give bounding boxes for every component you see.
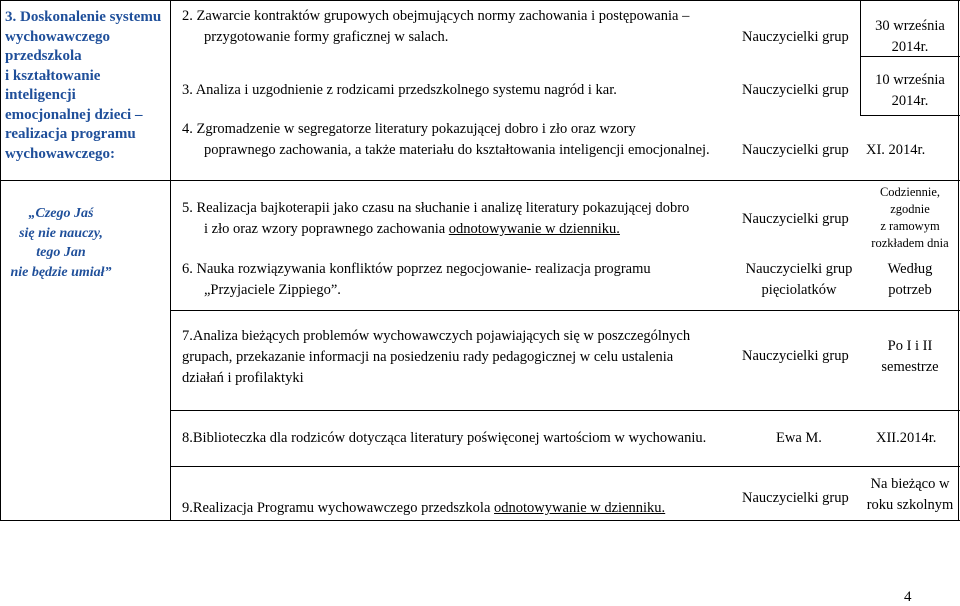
section-title-line: realizacja programu bbox=[5, 126, 136, 142]
task-6-deadline bbox=[862, 259, 958, 301]
task-6-deadline-line2: potrzeb bbox=[888, 282, 932, 298]
task-5-line2 bbox=[182, 219, 742, 240]
task-2-deadline bbox=[862, 16, 958, 58]
task-9 bbox=[182, 498, 665, 519]
grid-rowline-2 bbox=[860, 115, 960, 116]
task-7-deadline bbox=[862, 336, 958, 378]
motto-quote bbox=[2, 204, 120, 282]
task-7-line1: 7.Analiza bieżących problemów wychowawczych pojawiających się w poszczególnych bbox=[182, 328, 691, 344]
task-2-line1: 2. Zawarcie kontraktów grupowych obejmujących normy zachowania i postępowania – bbox=[182, 8, 690, 24]
task-7-line2: grupach, przekazanie informacji na posiedzeniu rady pedagogicznej w celu ustalenia bbox=[182, 349, 674, 365]
grid-col1-right bbox=[170, 0, 171, 520]
task-9-text: 9.Realizacja Programu wychowawczego przedszkola bbox=[182, 500, 495, 516]
task-4 bbox=[182, 119, 752, 161]
task-7-deadline-line1: Po I i II bbox=[887, 338, 933, 354]
task-5-deadline bbox=[862, 184, 958, 252]
task-7-line3: działań i profilaktyki bbox=[182, 370, 304, 386]
task-5-deadline-line3: z ramowym bbox=[880, 219, 940, 233]
section-title-line: i kształtowanie bbox=[5, 67, 101, 84]
task-7 bbox=[182, 326, 742, 389]
task-2-deadline-line2: 2014r. bbox=[891, 39, 929, 55]
task-8: 8.Biblioteczka dla rodziców dotycząca literatury poświęconej wartościom w wychowaniu. bbox=[182, 430, 707, 446]
task-6-responsible-line2: pięciolatków bbox=[761, 282, 837, 298]
task-9-underlined: odnotowywanie w dzienniku. bbox=[494, 500, 666, 516]
section-title-line: wychowawczego: bbox=[5, 145, 115, 162]
grid-rowline-5 bbox=[170, 410, 960, 411]
task-3-deadline-line2: 2014r. bbox=[891, 93, 929, 109]
task-5-line1: 5. Realizacja bajkoterapii jako czasu na słuchanie i analizę literatury pokazującej dobro bbox=[182, 200, 690, 216]
task-3: 3. Analiza i uzgodnienie z rodzicami przedszkolnego systemu nagród i kar. bbox=[182, 82, 617, 98]
quote-line: nie będzie umiał” bbox=[10, 264, 112, 280]
task-4-line1: 4. Zgromadzenie w segregatorze literatury pokazującej dobro i zło oraz wzory bbox=[182, 121, 636, 137]
grid-date-col-left-top bbox=[860, 0, 861, 115]
task-5-deadline-line1: Codziennie, bbox=[879, 185, 941, 199]
task-9-deadline bbox=[862, 474, 958, 516]
task-6-line1: 6. Nauka rozwiązywania konfliktów poprzez negocjowanie- realizacja programu bbox=[182, 261, 651, 277]
task-5-responsible: Nauczycielki grup bbox=[742, 211, 849, 227]
quote-line: się nie nauczy, bbox=[19, 225, 103, 241]
task-5-line2-underlined: odnotowywanie w dzienniku. bbox=[448, 221, 620, 237]
task-2-line2: przygotowanie formy graficznej w salach. bbox=[204, 29, 449, 45]
task-9-responsible: Nauczycielki grup bbox=[742, 490, 849, 506]
grid-col-right-border bbox=[958, 0, 959, 520]
quote-line: „Czego Jaś bbox=[28, 206, 94, 221]
task-2 bbox=[182, 6, 742, 48]
task-8-responsible: Ewa M. bbox=[776, 430, 822, 446]
task-9-deadline-line2: roku szkolnym bbox=[866, 497, 954, 513]
task-6-responsible-line1: Nauczycielki grup bbox=[745, 261, 853, 277]
task-2-deadline-line1: 30 września bbox=[875, 18, 945, 34]
task-5-line2-text: i zło oraz wzory poprawnego zachowania bbox=[204, 221, 449, 237]
quote-line: tego Jan bbox=[36, 245, 86, 260]
grid-bottom-border bbox=[0, 520, 960, 521]
task-6-line2: „Przyjaciele Zippiego”. bbox=[204, 282, 341, 298]
grid-left-border bbox=[0, 0, 1, 520]
section-title-line: inteligencji bbox=[5, 87, 76, 103]
task-7-deadline-line2: semestrze bbox=[881, 359, 939, 375]
task-4-line2: poprawnego zachowania, a także materiału do kształtowania inteligencji emocjonalnej. bbox=[204, 142, 710, 158]
task-5-deadline-line2: zgodnie bbox=[890, 202, 930, 216]
grid-rowline-6 bbox=[170, 466, 960, 467]
task-9-deadline-line1: Na bieżąco w bbox=[870, 476, 950, 492]
task-3-responsible: Nauczycielki grup bbox=[742, 82, 849, 98]
task-4-deadline: XI. 2014r. bbox=[866, 142, 926, 158]
section-title bbox=[5, 8, 167, 164]
section-title-line: wychowawczego bbox=[5, 28, 110, 45]
task-7-responsible: Nauczycielki grup bbox=[742, 348, 849, 364]
task-6-responsible bbox=[737, 259, 861, 301]
section-title-line: przedszkola bbox=[5, 48, 82, 64]
task-5-deadline-line4: rozkładem dnia bbox=[871, 236, 949, 250]
task-3-deadline-line1: 10 września bbox=[875, 72, 945, 88]
grid-rowline-3 bbox=[0, 180, 960, 181]
grid-top-border bbox=[0, 0, 960, 1]
grid-rowline-4 bbox=[170, 310, 960, 311]
page-number: 4 bbox=[904, 589, 912, 605]
task-6-deadline-line1: Według bbox=[887, 261, 933, 277]
task-8-deadline: XII.2014r. bbox=[876, 430, 937, 446]
task-3-deadline bbox=[862, 70, 958, 112]
task-4-responsible: Nauczycielki grup bbox=[742, 142, 849, 158]
section-title-line: emocjonalnej dzieci – bbox=[5, 106, 143, 123]
task-2-responsible: Nauczycielki grup bbox=[742, 29, 849, 45]
task-6 bbox=[182, 259, 742, 301]
section-title-line: 3. Doskonalenie systemu bbox=[5, 9, 162, 25]
task-5 bbox=[182, 198, 742, 240]
